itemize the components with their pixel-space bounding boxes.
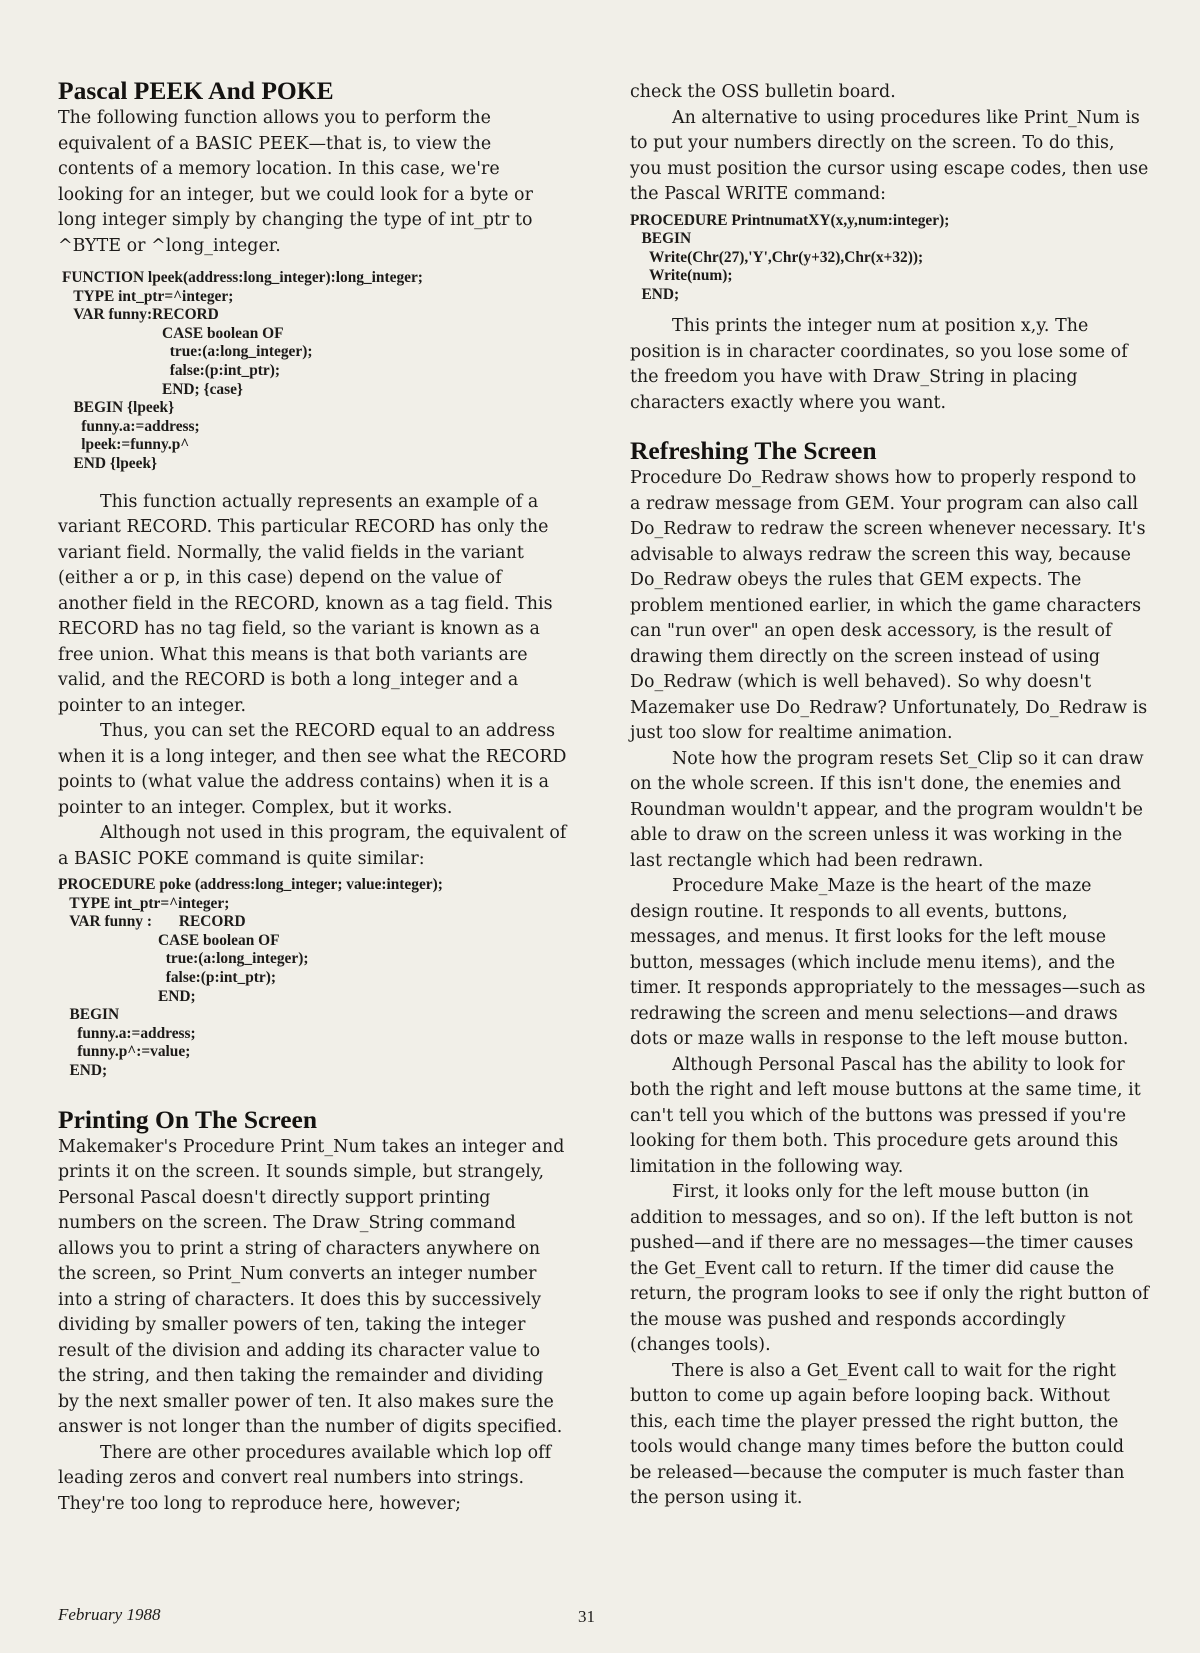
body-paragraph: Thus, you can set the RECORD equal to an address when it is a long integer, and then see what the RECORD points to (what value the address contains) when it is a pointer to an integer. Complex, but it works. (58, 721, 567, 818)
right-column (630, 80, 1150, 1512)
body-paragraph: Makemaker's Procedure Print_Num takes an integer and prints it on the screen. It sounds simple, but strangely, Personal Pascal doesn't directly support printing numbers on the screen. The Draw_String command allows you to print a string of characters anywhere on the screen, so Print_Num converts an integer number into a string of characters. It does this by successively dividing by smaller powers of ten, taking the integer result of the division and adding its character value to the string, and then taking the remainder and dividing by the next smaller power of ten. It also makes sure the answer is not longer than the number of digits specified. (58, 1136, 565, 1438)
section-heading-printing: Printing On The Screen (58, 1104, 318, 1134)
body-paragraph: First, it looks only for the left mouse button (in addition to messages, and so on). If the left button is not pushed—and if there are no messages—the timer causes the Get_Event call to return. If the timer did cause the return, the program looks to see if only the right button of the mouse was pushed and responds accordingly (changes tools). (630, 1182, 1149, 1356)
body-paragraph: Note how the program resets Set_Clip so it can draw on the whole screen. If this isn't done, the enemies and Roundman wouldn't appear, and the program wouldn't be able to draw on the screen unless it was working in the last rectangle which had been redrawn. (630, 748, 1144, 871)
body-paragraph: This prints the integer num at position x,y. The position is in character coordinates, so you lose some of the freedom you have with Draw_String in placing characters exactly where you want. (630, 316, 1128, 413)
page-number: 31 (578, 1607, 595, 1626)
section-heading-peek-poke: Pascal PEEK And POKE (58, 76, 334, 105)
footer-date: February 1988 (58, 1605, 161, 1624)
body-paragraph: Although not used in this program, the equivalent of a BASIC POKE command is quite similar: (58, 823, 567, 869)
body-paragraph-continued: check the OSS bulletin board. (630, 82, 896, 102)
code-listing-lpeek: FUNCTION lpeek(address:long_integer):long_integer; TYPE int_ptr=^integer; VAR funny:RECORD CASE boolean OF true:(a:long_integer); false:(p:int_ptr); END; {case} BEGIN {lpeek} funny.a:=address; lpeek:=funny.p^ END {lpeek} (62, 269, 423, 472)
code-listing-poke: PROCEDURE poke (address:long_integer; value:integer); TYPE int_ptr=^integer; VAR funny : RECORD CASE boolean OF true:(a:long_integer); false:(p:int_ptr); END; BEGIN funny.a:=address; funny.p^:=value; END; (58, 876, 443, 1079)
code-listing-printnumatxy: PROCEDURE PrintnumatXY(x,y,num:integer); BEGIN Write(Chr(27),'Y',Chr(y+32),Chr(x+32)); Write(num); END; (630, 211, 950, 303)
body-paragraph: An alternative to using procedures like Print_Num is to put your numbers directly on the screen. To do this, you must position the cursor using escape codes, then use the Pascal WRITE command: (630, 107, 1149, 204)
body-paragraph: Procedure Do_Redraw shows how to properly respond to a redraw message from GEM. Your program can also call Do_Redraw to redraw the screen whenever necessary. It's advisable to always redraw the screen this way, because Do_Redraw obeys the rules that GEM expects. The problem mentioned earlier, in which the game characters can "run over" an open desk accessory, is the result of drawing them directly on the screen instead of using Do_Redraw (which is well behaved). So why doesn't Mazemaker use Do_Redraw? Unfortunately, Do_Redraw is just too slow for realtime animation. (630, 468, 1148, 744)
body-paragraph: There is also a Get_Event call to wait for the right button to come up again before looping back. Without this, each time the player pressed the right button, the tools would change many times before the button could be released—because the computer is much faster than the person using it. (630, 1360, 1125, 1509)
body-paragraph: There are other procedures available which lop off leading zeros and convert real numbers into strings. They're too long to reproduce here, however; (58, 1442, 552, 1514)
body-paragraph: The following function allows you to perform the equivalent of a BASIC PEEK—that is, to view the contents of a memory location. In this case, we're looking for an integer, but we could look for a byte or long integer simply by changing the type of int_ptr to ^BYTE or ^long_integer. (58, 108, 533, 256)
body-paragraph: Procedure Make_Maze is the heart of the maze design routine. It responds to all events, buttons, messages, and menus. It first looks for the left mouse button, messages (which include menu items), and the timer. It responds appropriately to the messages—such as redrawing the screen and menu selections—and draws dots or maze walls in response to the left mouse button. (630, 876, 1146, 1050)
body-paragraph: Although Personal Pascal has the ability to look for both the right and left mouse buttons at the same time, it can't tell you which of the buttons was pressed if you're looking for them both. This procedure gets around this limitation in the following way. (630, 1054, 1141, 1177)
section-heading-refreshing: Refreshing The Screen (630, 436, 877, 466)
left-column (58, 76, 568, 1517)
body-paragraph: This function actually represents an example of a variant RECORD. This particular RECORD has only the variant field. Normally, the valid fields in the variant (either a or p, in this case) depend on the value of another field in the RECORD, known as a tag field. This RECORD has no tag field, so the variant is known as a free union. What this means is that both variants are valid, and the RECORD is both a long_integer and a pointer to an integer. (58, 491, 553, 716)
